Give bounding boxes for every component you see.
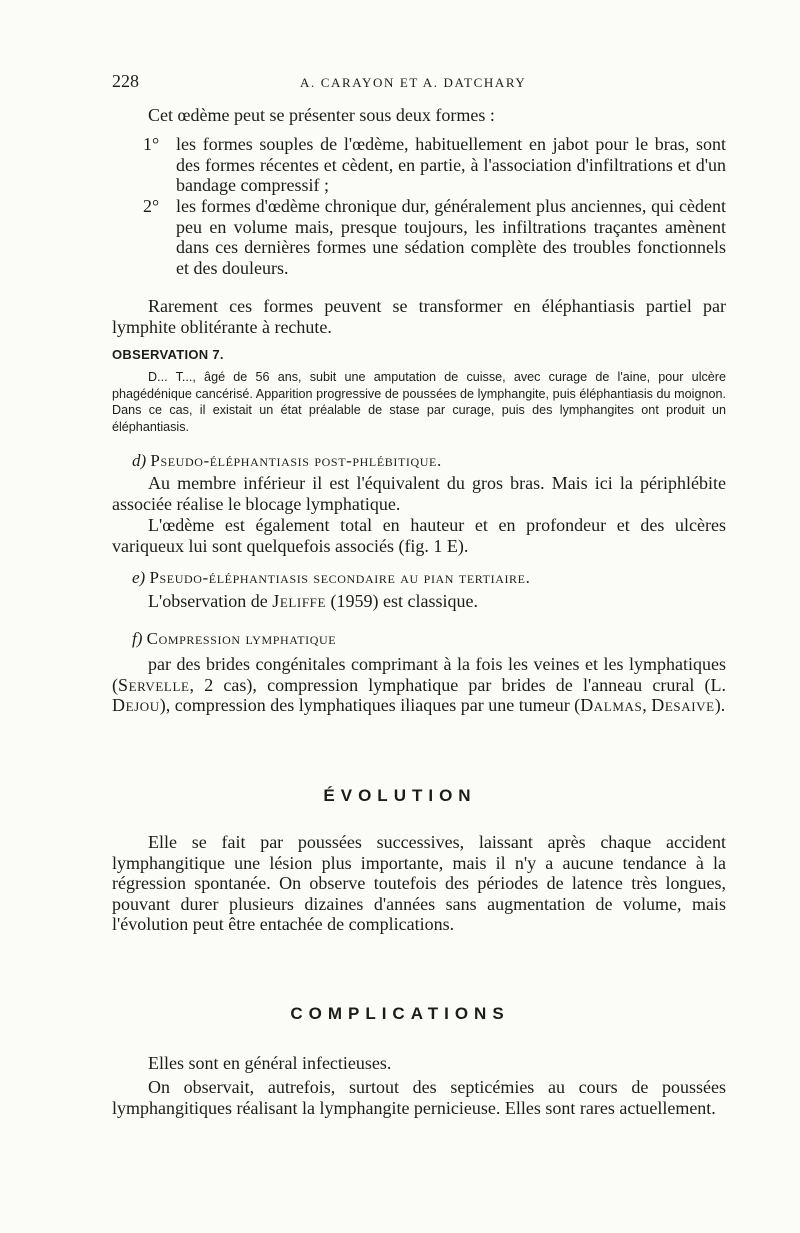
author-name: Dejou <box>112 695 160 715</box>
section-letter: d) <box>132 451 147 470</box>
author-name: Servelle <box>118 674 190 695</box>
complications-heading: COMPLICATIONS <box>290 1004 510 1023</box>
section-d-paragraph-2: L'œdème est également total en hauteur et en profondeur et des ulcères variqueux lui sont quelquefois associés (fig. 1 E). <box>112 515 726 556</box>
section-title: Compression lymphatique <box>146 629 337 648</box>
running-title: A. CARAYON ET A. DATCHARY <box>300 75 527 90</box>
form-item-2 <box>143 196 726 278</box>
section-e-heading <box>132 568 530 588</box>
rarement-paragraph: Rarement ces formes peuvent se transformer en éléphantiasis partiel par lymphite oblitérante à rechute. <box>112 296 726 337</box>
intro-paragraph: Cet œdème peut se présenter sous deux formes : <box>148 105 495 125</box>
evolution-heading: ÉVOLUTION <box>323 786 477 805</box>
section-title: Pseudo-éléphantiasis secondaire au pian tertiaire. <box>149 568 531 587</box>
observation-heading: OBSERVATION 7. <box>112 347 224 362</box>
section-f-heading <box>132 629 336 649</box>
section-title: Pseudo-éléphantiasis post-phlébitique. <box>150 451 442 470</box>
text-run: ), compression des lymphatiques iliaques par une tumeur ( <box>159 695 581 715</box>
page-number: 228 <box>112 71 139 91</box>
complications-paragraph-1: Elles sont en général infectieuses. <box>148 1053 392 1073</box>
author-name: Desaive <box>651 695 715 715</box>
text-run: (1959) est classique. <box>326 591 479 611</box>
form-item-text: les formes souples de l'œdème, habituellement en jabot pour le bras, sont des formes récentes et cèdent, en partie, à l'association d'infiltrations et d'un bandage compressif ; <box>176 134 726 195</box>
section-d-heading <box>132 451 442 471</box>
section-letter: e) <box>132 568 146 587</box>
page-header <box>112 71 726 93</box>
observation-text: D... T..., âgé de 56 ans, subit une amputation de cuisse, avec curage de l'aine, pour ulcère phagédénique cancérisé. Apparition progressive de poussées de lymphangite, puis éléphantiasis du moignon. Dans ce cas, il existait un état préalable de stase par curage, puis des lymphangites ont produit un éléphantiasis. <box>112 370 726 434</box>
form-item-number: 2° <box>143 196 160 216</box>
form-item-1 <box>143 134 726 196</box>
text-run: ). <box>714 695 726 715</box>
text-run: , 2 cas), compression lymphatique par brides de l'anneau crural (L. <box>189 674 726 695</box>
form-item-text: les formes d'œdème chronique dur, généralement plus anciennes, qui cèdent peu en volume mais, presque toujours, les infiltrations traçantes amènent dans ces dernières formes une sédation complète des troubles fonctionnels et des douleurs. <box>176 196 726 278</box>
author-name: Jeliffe <box>272 591 327 611</box>
text-run: L'observation de <box>148 591 273 611</box>
section-e-paragraph <box>112 591 726 612</box>
section-d-paragraph-1: Au membre inférieur il est l'équivalent du gros bras. Mais ici la périphlébite associée réalise le blocage lymphatique. <box>112 473 726 514</box>
text-run: , <box>642 695 652 715</box>
author-name: Dalmas <box>580 695 643 715</box>
complications-paragraph-2: On observait, autrefois, surtout des septicémies au cours de poussées lymphangitiques réalisant la lymphangite pernicieuse. Elles sont rares actuellement. <box>112 1077 726 1118</box>
text-run: par des brides congénitales comprimant à la fois les veines et les lymphatiques ( <box>112 654 726 695</box>
section-letter: f) <box>132 629 143 648</box>
section-f-paragraph <box>112 654 726 716</box>
evolution-paragraph: Elle se fait par poussées successives, laissant après chaque accident lymphangitique une lésion plus importante, mais il n'y a aucune tendance à la régression spontanée. On observe toutefois des périodes de latence très longues, pouvant durer plusieurs dizaines d'années sans augmentation de volume, mais l'évolution peut être entachée de complications. <box>112 832 726 934</box>
form-item-number: 1° <box>143 134 160 154</box>
